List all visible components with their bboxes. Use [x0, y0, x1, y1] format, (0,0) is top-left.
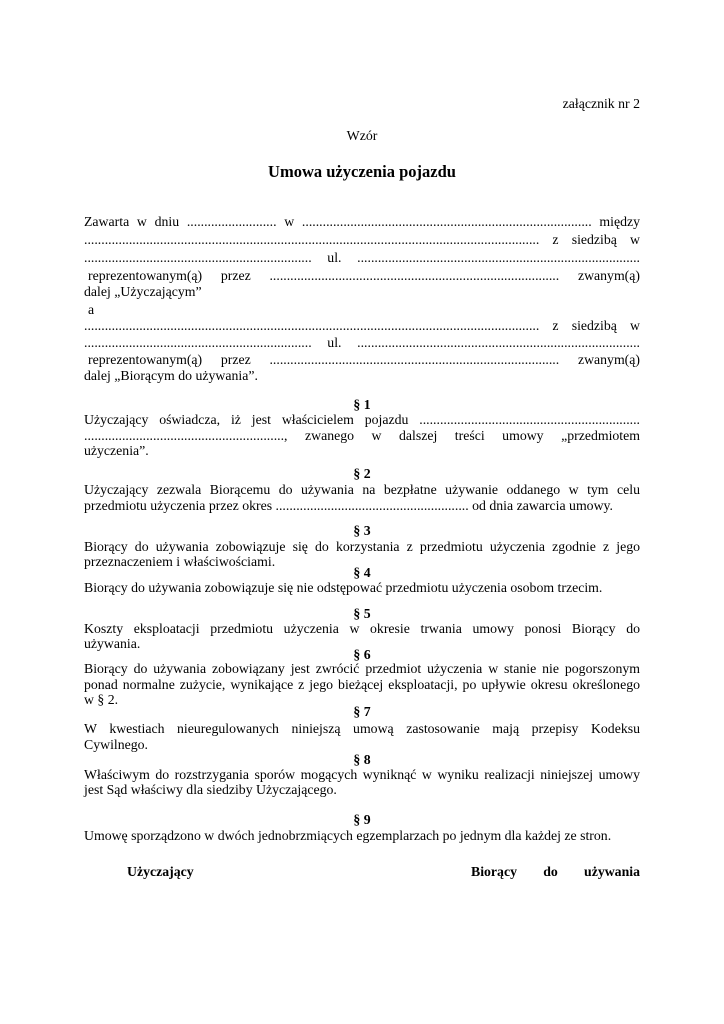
intro-line-borrower-alias: dalej „Biorącym do używania”. — [84, 368, 258, 383]
intro-line-date-place: Zawarta w dniu .......................... w .................................................................................... między — [84, 214, 640, 229]
section-line: używania. — [84, 636, 141, 651]
intro-line-borrower-representative: reprezentowanym(ą) przez .................................................................................... zwanym(ą) — [88, 352, 640, 367]
section-line: przeznaczeniem i właściwościami. — [84, 554, 276, 569]
section-heading: § 7 — [353, 704, 371, 719]
section-line: Biorący do używania zobowiązuje się do korzystania z przedmiotu użyczenia zgodnie z jego — [84, 539, 640, 554]
section-line: użyczenia”. — [84, 443, 149, 458]
intro-line-lender-representative: reprezentowanym(ą) przez .................................................................................... zwanym(ą) — [88, 268, 640, 283]
section-heading: § 3 — [353, 523, 371, 538]
signature-borrower: Biorący do używania — [471, 864, 640, 879]
section-line: Biorący do używania zobowiązuje się nie odstępować przedmiotu użyczenia osobom trzecim. — [84, 580, 603, 595]
section-line: Użyczający oświadcza, iż jest właścicielem pojazdu ................................................................ — [84, 412, 640, 427]
intro-line-lender-address: .................................................................. ul. .................................................................................. — [84, 250, 640, 265]
intro-line-borrower-name: .................................................................................................................................... z siedzibą w — [84, 318, 640, 333]
section-heading: § 5 — [353, 606, 371, 621]
intro-line-lender-name: .................................................................................................................................... z siedzibą w — [84, 232, 640, 247]
section-line: .........................................................., zwanego w dalszej treści umowy „przedmiotem — [84, 428, 640, 443]
section-line: Cywilnego. — [84, 737, 148, 752]
section-line: Użyczający zezwala Biorącemu do używania na bezpłatne używanie oddanego w tym celu — [84, 482, 640, 497]
section-line: w § 2. — [84, 692, 119, 707]
section-heading: § 6 — [353, 647, 371, 662]
section-heading: § 2 — [353, 466, 371, 481]
template-label: Wzór — [346, 128, 378, 143]
section-heading: § 9 — [353, 812, 371, 827]
section-line: jest Sąd właściwy dla siedziby Użyczającego. — [84, 782, 337, 797]
section-line: Umowę sporządzono w dwóch jednobrzmiących egzemplarzach po jednym dla każdej ze stron. — [84, 828, 612, 843]
section-heading: § 1 — [353, 397, 371, 412]
section-heading: § 8 — [353, 752, 371, 767]
section-line: ponad normalne zużycie, wynikające z jego bieżącej eksploatacji, po upływie okresu określonego — [84, 677, 640, 692]
signature-lender: Użyczający — [127, 864, 194, 879]
section-line: W kwestiach nieuregulowanych niniejszą umową zastosowanie mają przepisy Kodeksu — [84, 721, 640, 736]
document-title: Umowa użyczenia pojazdu — [268, 162, 456, 181]
intro-line-conjunction: a — [88, 302, 95, 317]
section-line: Właściwym do rozstrzygania sporów mogących wyniknąć w wyniku realizacji niniejszej umowy — [84, 767, 640, 782]
section-heading: § 4 — [353, 565, 371, 580]
attachment-label: załącznik nr 2 — [562, 96, 640, 111]
intro-line-borrower-address: .................................................................. ul. .................................................................................. — [84, 335, 640, 350]
section-line: Biorący do używania zobowiązany jest zwrócić przedmiot użyczenia w stanie nie pogorszonym — [84, 661, 640, 676]
section-line: przedmiotu użyczenia przez okres ........................................................ od dnia zawarcia umowy. — [84, 498, 613, 513]
intro-line-lender-alias: dalej „Użyczającym” — [84, 284, 202, 299]
section-line: Koszty eksploatacji przedmiotu użyczenia w okresie trwania umowy ponosi Biorący do — [84, 621, 640, 636]
